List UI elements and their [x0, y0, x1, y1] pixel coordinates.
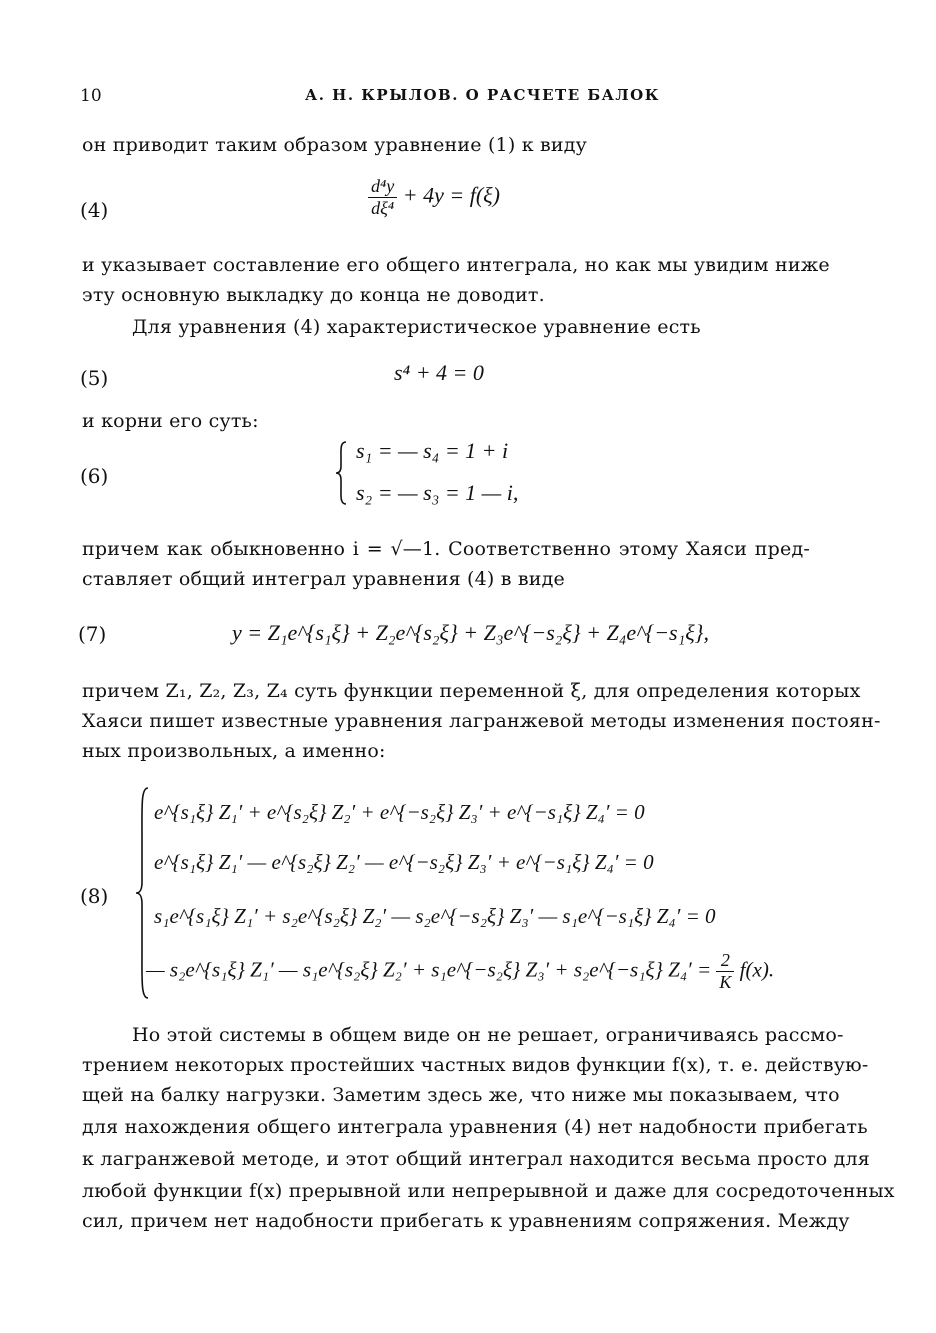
paragraph-line: он приводит таким образом уравнение (1) к виду [82, 134, 588, 156]
equation-number: (5) [80, 366, 109, 390]
equation-8-line4-main: — s₂e^{s₁ξ} Z₁′ — s₁e^{s₂ξ} Z₂′ + s₁e^{−s₂ξ} Z₃′ + s₂e^{−s₁ξ} Z₄′ = [146, 957, 712, 982]
equation-number: (8) [80, 884, 109, 908]
equation-8-line4 [146, 950, 774, 993]
paragraph-line: к лагранжевой методе, и этот общий интеграл находится весьма просто для [82, 1148, 870, 1170]
paragraph-line: и корни его суть: [82, 410, 259, 432]
paragraph-line: трением некоторых простейших частных видов функции f(x), т. е. действую- [82, 1054, 869, 1076]
running-title: А. Н. КРЫЛОВ. О РАСЧЕТЕ БАЛОК [305, 86, 660, 104]
paragraph-line: причем как обыкновенно i = √—1. Соответственно этому Хаяси пред- [82, 538, 810, 560]
fraction-numerator: 2 [716, 950, 734, 972]
paragraph-line: и указывает составление его общего интеграла, но как мы увидим ниже [82, 254, 830, 276]
paragraph-line: Хаяси пишет известные уравнения лагранжевой методы изменения постоян- [82, 710, 881, 732]
paragraph-line: Для уравнения (4) характеристическое уравнение есть [132, 316, 701, 338]
equation-number: (6) [80, 464, 109, 488]
paragraph-line: для нахождения общего интеграла уравнения (4) нет надобности прибегать [82, 1116, 868, 1138]
equation-8-line2: e^{s₁ξ} Z₁′ — e^{s₂ξ} Z₂′ — e^{−s₂ξ} Z₃′ + e^{−s₁ξ} Z₄′ = 0 [154, 850, 654, 874]
fraction-denominator: K [719, 972, 732, 992]
equation-8-line3: s₁e^{s₁ξ} Z₁′ + s₂e^{s₂ξ} Z₂′ — s₂e^{−s₂ξ} Z₃′ — s₁e^{−s₁ξ} Z₄′ = 0 [154, 904, 716, 928]
paragraph-line: эту основную выкладку до конца не доводит. [82, 284, 545, 306]
paragraph-line: щей на балку нагрузки. Заметим здесь же, что ниже мы показываем, что [82, 1084, 840, 1106]
fraction-numerator: d⁴y [368, 176, 397, 198]
equation-8-line4-tail: f(x). [739, 957, 775, 982]
equation-6-line1: s₁ = — s₄ = 1 + i [356, 438, 509, 463]
equation-rest: + 4y = f(ξ) [402, 182, 500, 208]
equation-6-line2: s₂ = — s₃ = 1 — i, [356, 480, 519, 505]
page-number: 10 [80, 86, 102, 106]
fraction-denominator: dξ⁴ [371, 198, 395, 218]
equation-5: s⁴ + 4 = 0 [394, 360, 484, 385]
equation-number: (7) [78, 622, 107, 646]
equation-number: (4) [80, 198, 109, 222]
paragraph-line: ставляет общий интеграл уравнения (4) в виде [82, 568, 565, 590]
paragraph-line: ных произвольных, а именно: [82, 740, 386, 762]
paragraph-line: любой функции f(x) прерывной или непрерывной и даже для сосредоточенных [82, 1180, 895, 1202]
equation-4 [368, 176, 500, 219]
paragraph-line: сил, причем нет надобности прибегать к уравнениям сопряжения. Между [82, 1210, 850, 1232]
left-brace-icon [334, 440, 350, 506]
paragraph-line: причем Z₁, Z₂, Z₃, Z₄ суть функции переменной ξ, для определения которых [82, 680, 861, 702]
paragraph-line: Но этой системы в общем виде он не решает, ограничиваясь рассмо- [132, 1024, 844, 1046]
equation-7: y = Z₁e^{s₁ξ} + Z₂e^{s₂ξ} + Z₃e^{−s₂ξ} + Z₄e^{−s₁ξ}, [232, 620, 709, 645]
equation-8-line1: e^{s₁ξ} Z₁′ + e^{s₂ξ} Z₂′ + e^{−s₂ξ} Z₃′ + e^{−s₁ξ} Z₄′ = 0 [154, 800, 645, 824]
